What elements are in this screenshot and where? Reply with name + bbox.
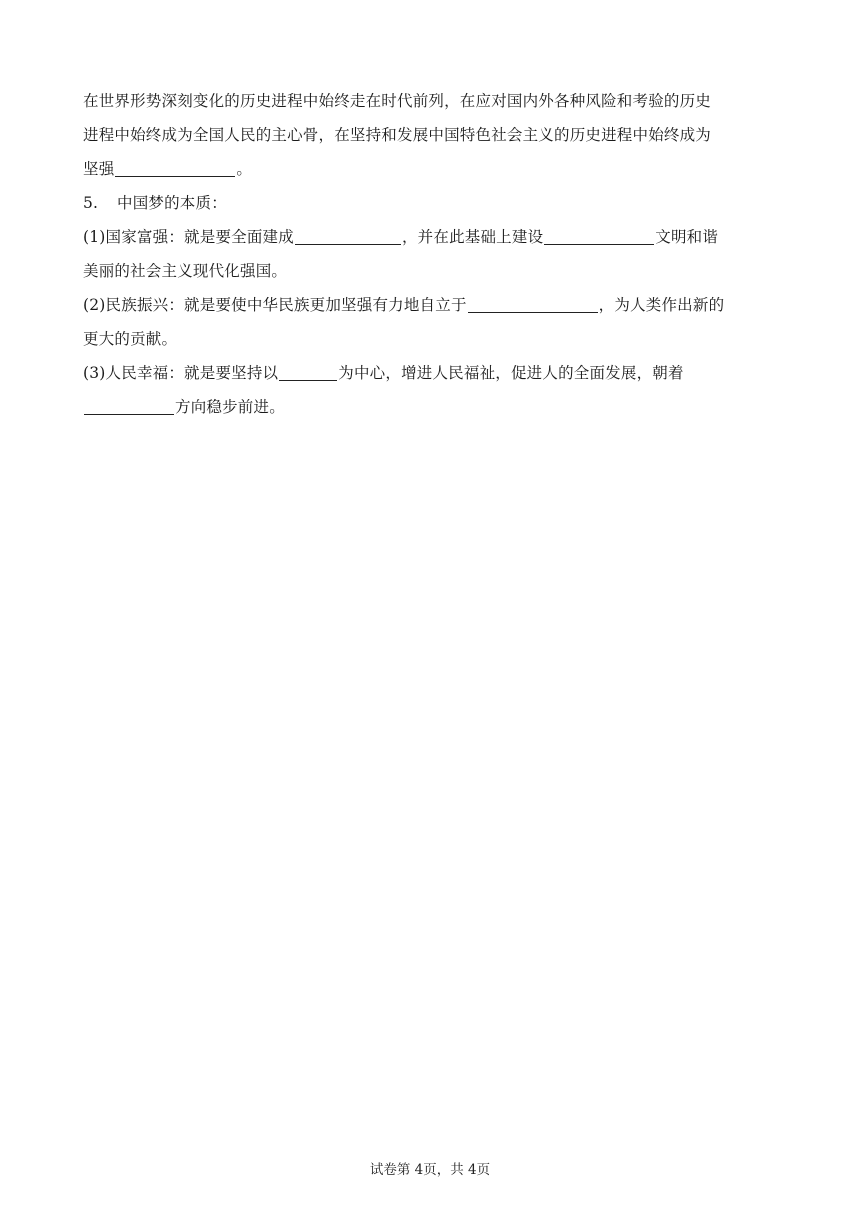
- item-3-line-1: [83, 356, 781, 390]
- answer-blank[interactable]: [84, 396, 174, 415]
- section-title: 中国梦的本质：: [117, 194, 227, 212]
- item-1-line-1: [83, 220, 781, 254]
- item-2-line-2: [83, 322, 781, 356]
- intro-line-1: [83, 84, 781, 118]
- section-number: 5.: [83, 194, 99, 212]
- item-1-line-2: [83, 254, 781, 288]
- item-3-text-c: 方向稳步前进。: [175, 398, 285, 416]
- answer-blank[interactable]: [544, 226, 654, 245]
- item-3-line-2: [83, 390, 781, 424]
- intro-text-1: 在世界形势深刻变化的历史进程中始终走在时代前列，在应对国内外各种风险和考验的历史: [83, 92, 712, 110]
- item-2-line-1: [83, 288, 781, 322]
- answer-blank[interactable]: [279, 362, 337, 381]
- item-2-text-c: 更大的贡献。: [83, 330, 178, 348]
- item-1-text-b: ，并在此基础上建设: [401, 228, 544, 246]
- intro-line-3: [83, 152, 781, 186]
- answer-blank[interactable]: [295, 226, 401, 245]
- page-number-text: 试卷第 4页，共 4页: [369, 1162, 491, 1178]
- item-1-text-c: 文明和谐: [655, 228, 719, 246]
- item-2-text-b: ，为人类作出新的: [598, 296, 725, 314]
- intro-text-3-before: 坚强: [83, 160, 115, 178]
- intro-line-2: [83, 118, 781, 152]
- intro-text-3-after: 。: [236, 160, 253, 178]
- page-footer: [0, 1158, 860, 1178]
- page-content: [83, 84, 781, 424]
- item-1-text-a: (1)国家富强：就是要全面建成: [83, 228, 294, 246]
- item-1-text-d: 美丽的社会主义现代化强国。: [83, 262, 288, 280]
- answer-blank[interactable]: [115, 158, 235, 177]
- answer-blank[interactable]: [468, 294, 598, 313]
- section-heading: [83, 186, 781, 220]
- item-3-text-b: 为中心，增进人民福祉，促进人的全面发展，朝着: [338, 364, 684, 382]
- intro-text-2: 进程中始终成为全国人民的主心骨，在坚持和发展中国特色社会主义的历史进程中始终成为: [83, 126, 712, 144]
- item-2-text-a: (2)民族振兴：就是要使中华民族更加坚强有力地自立于: [83, 296, 467, 314]
- item-3-text-a: (3)人民幸福：就是要坚持以: [83, 364, 279, 382]
